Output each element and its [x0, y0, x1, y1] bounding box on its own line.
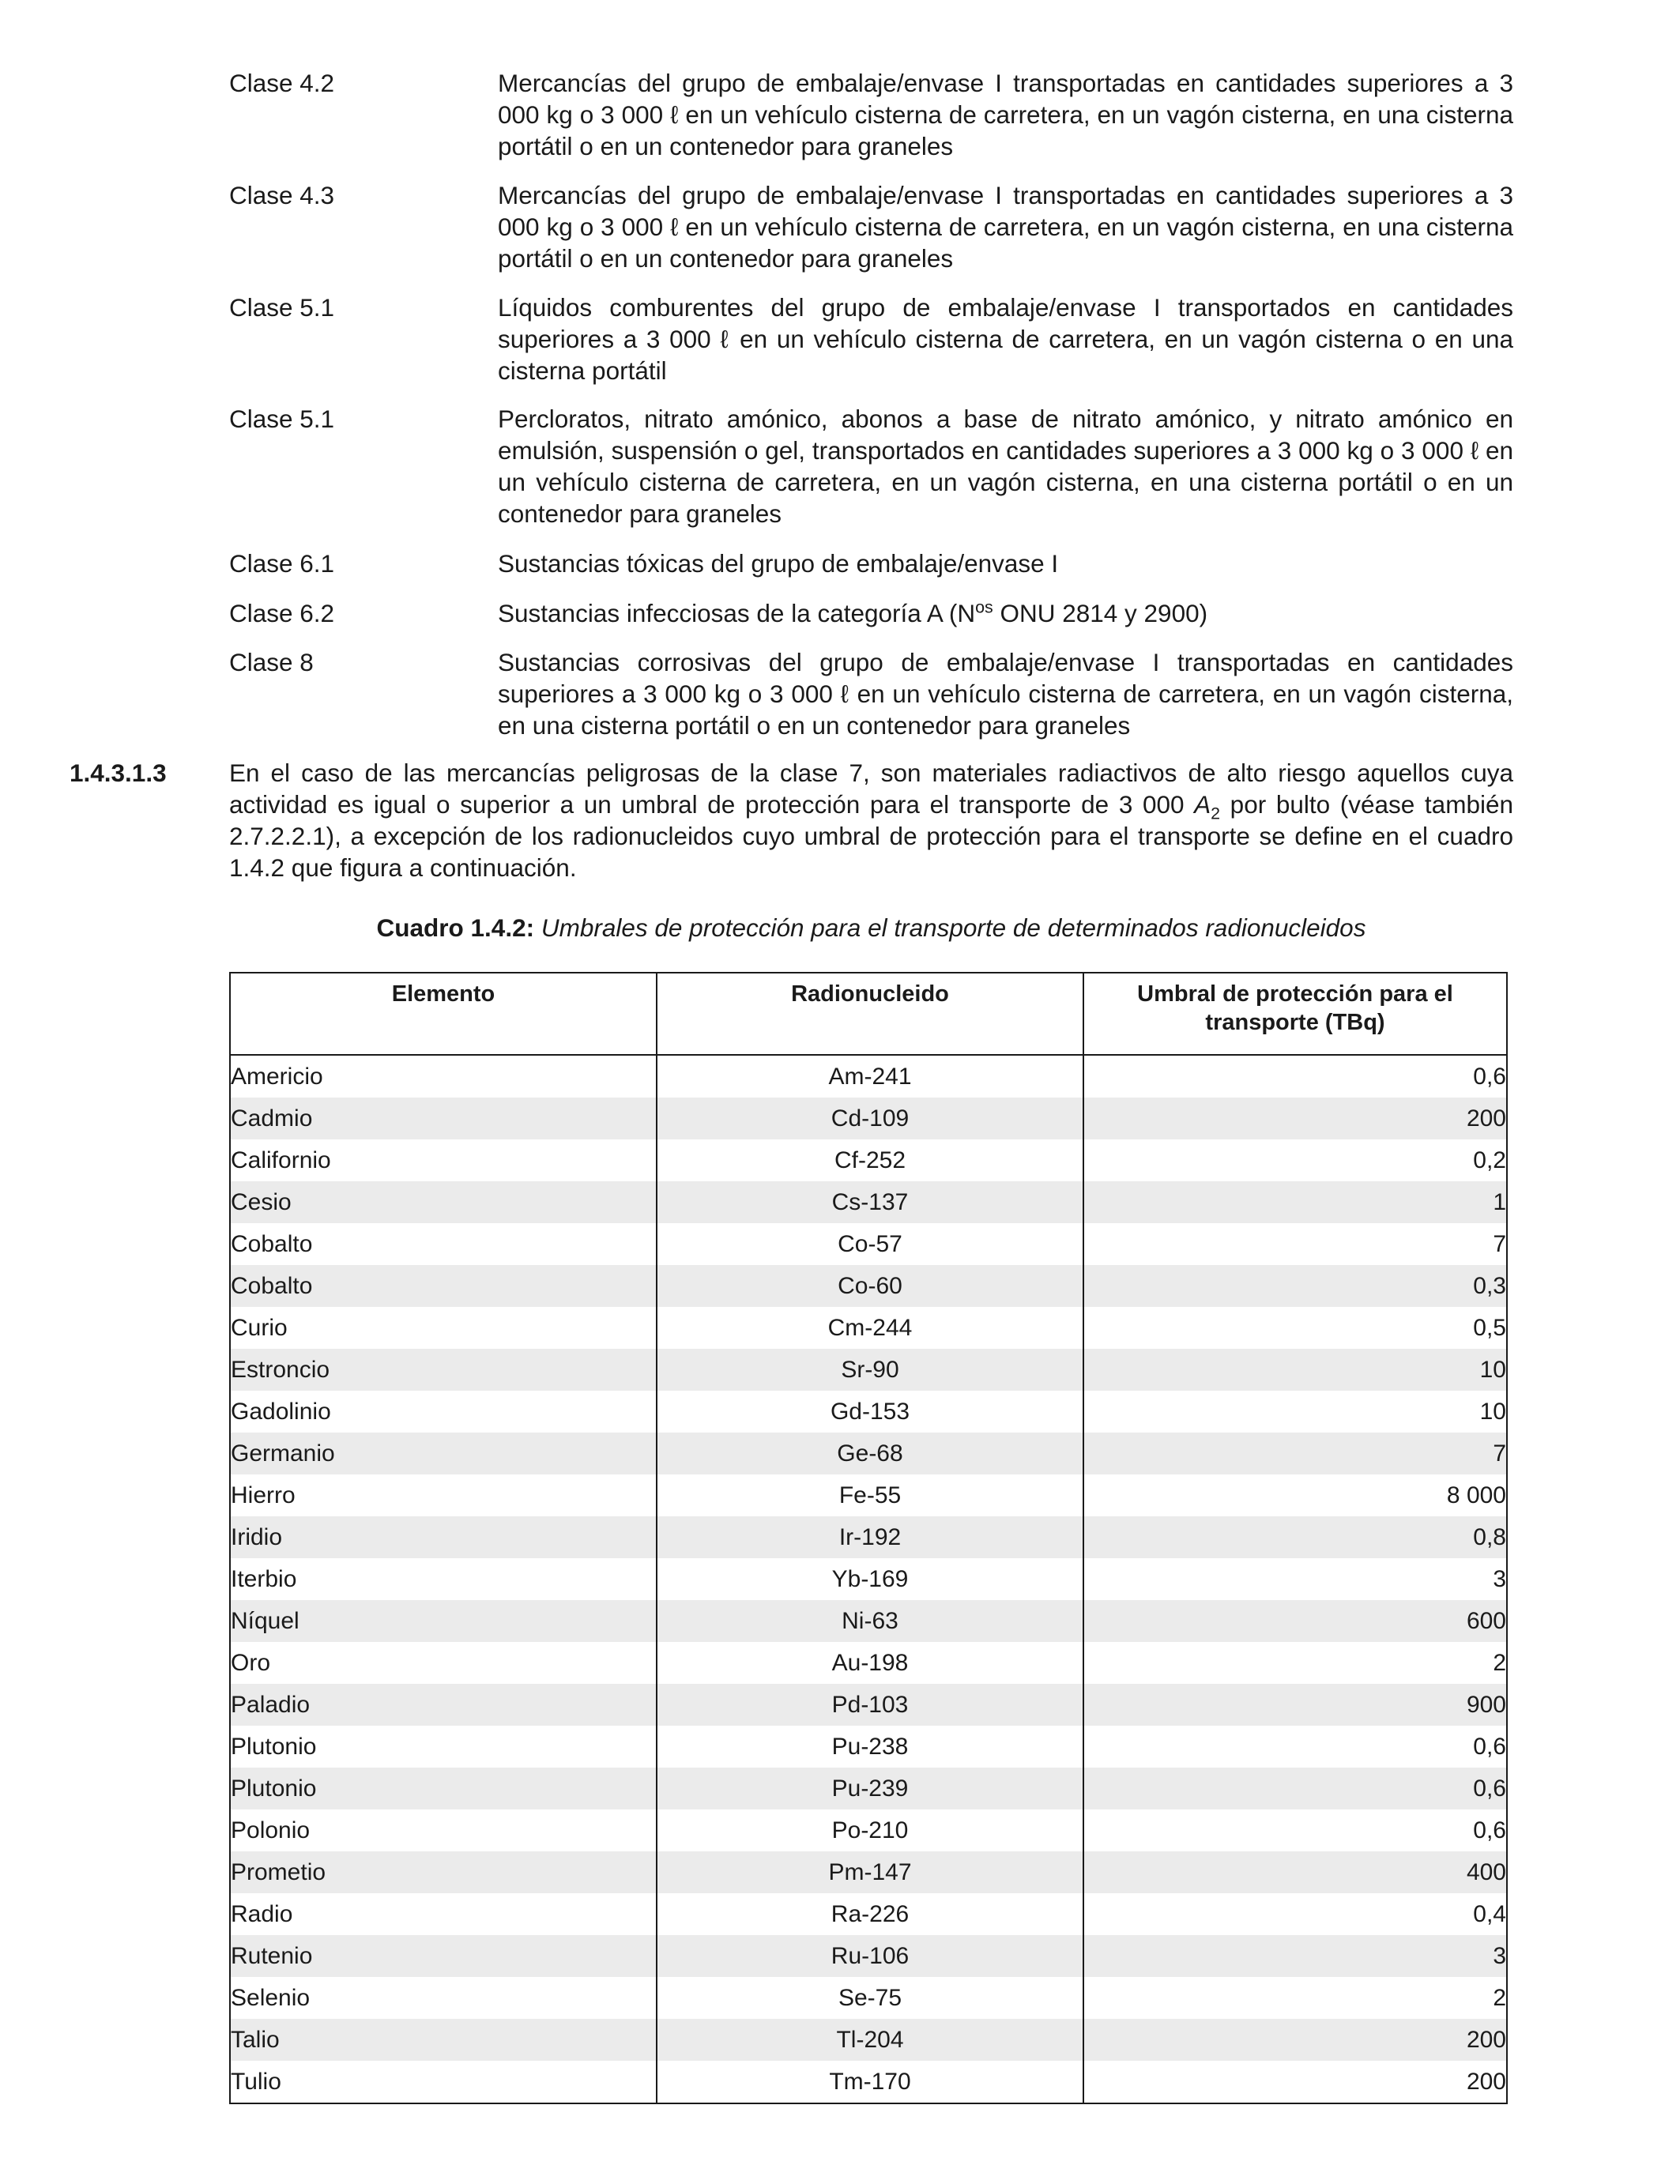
cell-threshold: 0,4 [1083, 1893, 1507, 1935]
cell-element: Californio [230, 1139, 657, 1181]
cell-element: Tulio [230, 2061, 657, 2103]
cell-element: Cesio [230, 1181, 657, 1223]
cell-element: Americio [230, 1055, 657, 1098]
class-description: Líquidos comburentes del grupo de embalaje/envase I transportados en cantidades superiores a 3 000 ℓ en un vehículo cisterna de carretera, en un vagón cisterna o en una cisterna portátil [498, 293, 1513, 385]
cell-threshold: 200 [1083, 2019, 1507, 2061]
table-header-row [230, 973, 1507, 1055]
table-row [230, 1809, 1507, 1851]
cell-element: Radio [230, 1893, 657, 1935]
cell-element: Plutonio [230, 1768, 657, 1809]
table-row [230, 1139, 1507, 1181]
cell-threshold: 7 [1083, 1433, 1507, 1474]
caption-title: Umbrales de protección para el transporte de determinados radionucleidos [541, 913, 1366, 942]
cell-element: Cobalto [230, 1265, 657, 1307]
table-row [230, 2061, 1507, 2103]
cell-radionuclide: Se-75 [657, 1977, 1083, 2019]
cell-element: Níquel [230, 1600, 657, 1642]
table-row [230, 2019, 1507, 2061]
table-row [230, 1935, 1507, 1977]
cell-element: Iterbio [230, 1558, 657, 1600]
cell-threshold: 200 [1083, 1098, 1507, 1139]
cell-radionuclide: Am-241 [657, 1055, 1083, 1098]
cell-radionuclide: Ru-106 [657, 1935, 1083, 1977]
cell-element: Plutonio [230, 1726, 657, 1768]
cell-radionuclide: Pu-239 [657, 1768, 1083, 1809]
cell-element: Rutenio [230, 1935, 657, 1977]
cell-threshold: 1 [1083, 1181, 1507, 1223]
table-row [230, 1349, 1507, 1391]
cell-radionuclide: Tm-170 [657, 2061, 1083, 2103]
table-row [230, 1516, 1507, 1558]
class-description: Percloratos, nitrato amónico, abonos a base de nitrato amónico, y nitrato amónico en emulsión, suspensión o gel, transportados en cantidades superiores a 3 000 kg o 3 000 ℓ en un vehículo cisterna de carretera, en un vagón cisterna, en una cisterna portátil o en un contenedor para graneles [498, 405, 1513, 528]
class-label: Clase 5.1 [229, 293, 335, 322]
cell-element: Oro [230, 1642, 657, 1684]
cell-threshold: 0,6 [1083, 1809, 1507, 1851]
table-row [230, 1768, 1507, 1809]
table-row [230, 1433, 1507, 1474]
cell-radionuclide: Pm-147 [657, 1851, 1083, 1893]
cell-element: Prometio [230, 1851, 657, 1893]
cell-element: Selenio [230, 1977, 657, 2019]
cell-threshold: 0,8 [1083, 1516, 1507, 1558]
class-description: Mercancías del grupo de embalaje/envase I transportadas en cantidades superiores a 3 000 kg o 3 000 ℓ en un vehículo cisterna de carretera, en un vagón cisterna, en una cisterna portátil o en un contenedor para graneles [498, 69, 1513, 160]
radionuclide-table [229, 972, 1508, 2104]
cell-radionuclide: Sr-90 [657, 1349, 1083, 1391]
cell-threshold: 0,2 [1083, 1139, 1507, 1181]
table-row [230, 1181, 1507, 1223]
cell-radionuclide: Cd-109 [657, 1098, 1083, 1139]
table-row [230, 1726, 1507, 1768]
paragraph-text: En el caso de las mercancías peligrosas de la clase 7, son materiales radiactivos de alto riesgo aquellos cuya actividad es igual o superior a un umbral de protección para el transporte de 3 000 $A_2$ por bulto (véase también 2.7.2.2.1), a excepción de los radionucleidos cuyo umbral de protección para el transporte se define en el cuadro 1.4.2 que figura a continuación. [229, 759, 1513, 882]
table-row [230, 1391, 1507, 1433]
table-caption [229, 912, 1513, 943]
cell-threshold: 0,6 [1083, 1768, 1507, 1809]
table-row [230, 1055, 1507, 1098]
table-row [230, 1977, 1507, 2019]
cell-threshold: 3 [1083, 1935, 1507, 1977]
cell-threshold: 3 [1083, 1558, 1507, 1600]
cell-radionuclide: Co-60 [657, 1265, 1083, 1307]
cell-element: Germanio [230, 1433, 657, 1474]
cell-element: Cobalto [230, 1223, 657, 1265]
class-description: Sustancias infecciosas de la categoría A ($N^{os}$ ONU 2814 y 2900) [498, 597, 1208, 627]
cell-element: Talio [230, 2019, 657, 2061]
cell-radionuclide: Tl-204 [657, 2019, 1083, 2061]
table-row [230, 1307, 1507, 1349]
table-row [230, 1098, 1507, 1139]
section-number: 1.4.3.1.3 [70, 759, 167, 787]
class-label: Clase 5.1 [229, 405, 335, 433]
header-radionuclide: Radionucleido [657, 973, 1083, 1055]
cell-radionuclide: Yb-169 [657, 1558, 1083, 1600]
class-label: Clase 4.2 [229, 69, 335, 97]
cell-element: Iridio [230, 1516, 657, 1558]
cell-radionuclide: Fe-55 [657, 1474, 1083, 1516]
cell-radionuclide: Ir-192 [657, 1516, 1083, 1558]
table-row [230, 1558, 1507, 1600]
table-row [230, 1642, 1507, 1684]
cell-threshold: 2 [1083, 1977, 1507, 2019]
table-row [230, 1474, 1507, 1516]
cell-element: Polonio [230, 1809, 657, 1851]
cell-threshold: 200 [1083, 2061, 1507, 2103]
cell-threshold: 2 [1083, 1642, 1507, 1684]
cell-radionuclide: Cm-244 [657, 1307, 1083, 1349]
cell-threshold: 0,6 [1083, 1055, 1507, 1098]
table-row [230, 1684, 1507, 1726]
cell-element: Paladio [230, 1684, 657, 1726]
class-description: Sustancias tóxicas del grupo de embalaje/envase I [498, 549, 1059, 578]
cell-threshold: 7 [1083, 1223, 1507, 1265]
cell-radionuclide: Cs-137 [657, 1181, 1083, 1223]
header-element: Elemento [230, 973, 657, 1055]
cell-threshold: 8 000 [1083, 1474, 1507, 1516]
class-label: Clase 6.2 [229, 599, 335, 627]
class-description: Sustancias corrosivas del grupo de embalaje/envase I transportadas en cantidades superiores a 3 000 kg o 3 000 ℓ en un vehículo cisterna de carretera, en un vagón cisterna, en una cisterna portátil o en un contenedor para graneles [498, 648, 1513, 740]
class-description: Mercancías del grupo de embalaje/envase I transportadas en cantidades superiores a 3 000 kg o 3 000 ℓ en un vehículo cisterna de carretera, en un vagón cisterna, en una cisterna portátil o en un contenedor para graneles [498, 181, 1513, 273]
cell-radionuclide: Pd-103 [657, 1684, 1083, 1726]
cell-element: Curio [230, 1307, 657, 1349]
table-row [230, 1265, 1507, 1307]
cell-radionuclide: Po-210 [657, 1809, 1083, 1851]
table-row [230, 1600, 1507, 1642]
cell-radionuclide: Ra-226 [657, 1893, 1083, 1935]
class-label: Clase 8 [229, 648, 314, 676]
cell-threshold: 0,5 [1083, 1307, 1507, 1349]
cell-radionuclide: Cf-252 [657, 1139, 1083, 1181]
table-row [230, 1223, 1507, 1265]
cell-element: Cadmio [230, 1098, 657, 1139]
caption-label: Cuadro 1.4.2: [376, 913, 535, 942]
cell-radionuclide: Pu-238 [657, 1726, 1083, 1768]
cell-threshold: 0,3 [1083, 1265, 1507, 1307]
class-label: Clase 6.1 [229, 549, 335, 578]
cell-element: Estroncio [230, 1349, 657, 1391]
header-threshold: Umbral de protección para el transporte (TBq) [1083, 973, 1507, 1055]
cell-radionuclide: Co-57 [657, 1223, 1083, 1265]
cell-radionuclide: Gd-153 [657, 1391, 1083, 1433]
cell-threshold: 0,6 [1083, 1726, 1507, 1768]
cell-element: Gadolinio [230, 1391, 657, 1433]
cell-threshold: 400 [1083, 1851, 1507, 1893]
table-row [230, 1851, 1507, 1893]
cell-threshold: 10 [1083, 1391, 1507, 1433]
cell-threshold: 600 [1083, 1600, 1507, 1642]
table-row [230, 1893, 1507, 1935]
cell-radionuclide: Au-198 [657, 1642, 1083, 1684]
cell-element: Hierro [230, 1474, 657, 1516]
class-label: Clase 4.3 [229, 181, 335, 209]
cell-radionuclide: Ni-63 [657, 1600, 1083, 1642]
cell-threshold: 900 [1083, 1684, 1507, 1726]
cell-radionuclide: Ge-68 [657, 1433, 1083, 1474]
cell-threshold: 10 [1083, 1349, 1507, 1391]
